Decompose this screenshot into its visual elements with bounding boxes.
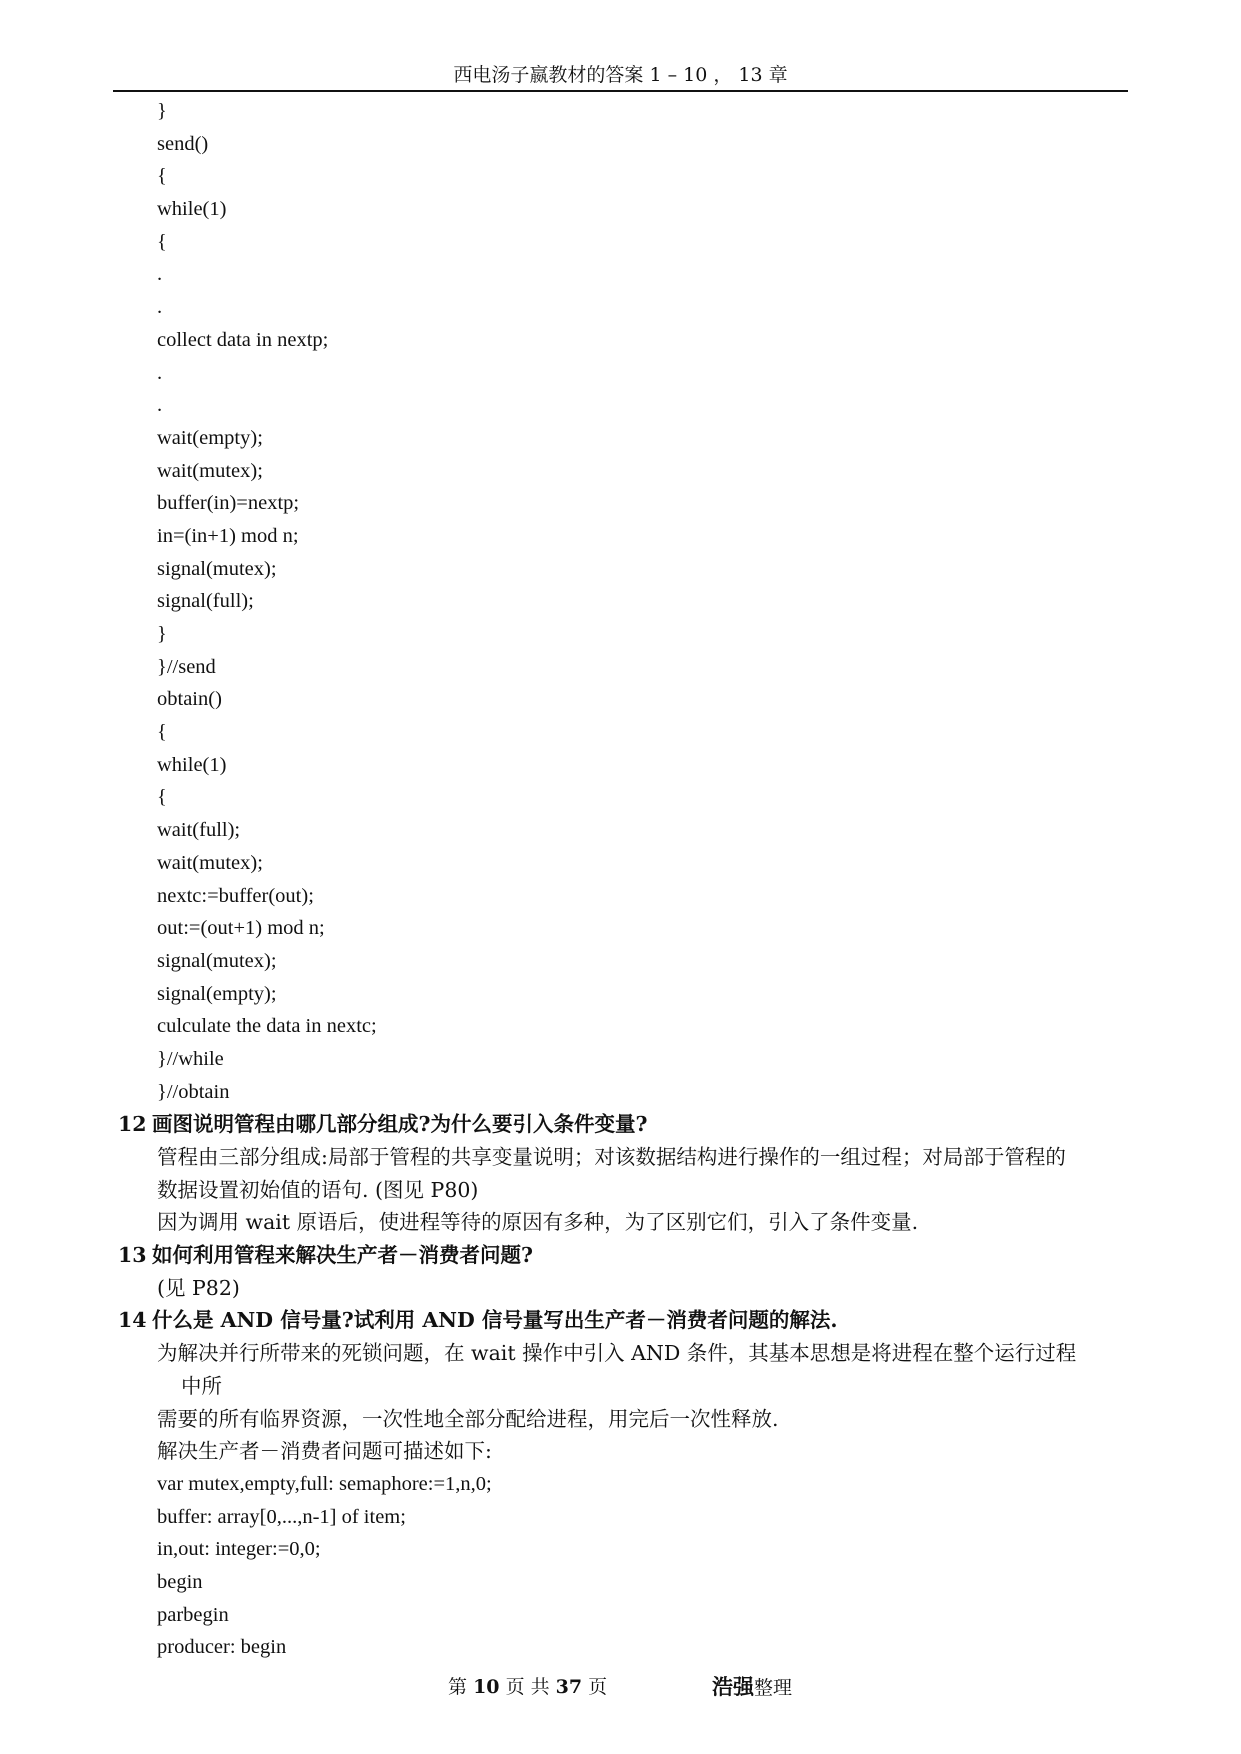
code-line: wait(mutex); xyxy=(157,459,263,482)
page-footer xyxy=(0,1672,1241,1702)
answer-line: 因为调用 wait 原语后，使进程等待的原因有多种，为了区别它们，引入了条件变量. xyxy=(157,1210,919,1235)
question-number: 12 xyxy=(118,1112,147,1137)
code-line: signal(empty); xyxy=(157,982,277,1005)
answer-line-continuation: 中所 xyxy=(181,1373,222,1398)
code-block-send-obtain xyxy=(0,95,1241,1108)
editor-suffix: 整理 xyxy=(754,1677,793,1699)
question-12 xyxy=(0,1108,1241,1239)
code-line: culculate the data in nextc; xyxy=(157,1015,377,1038)
code-line: . xyxy=(157,296,163,319)
code-line: var mutex,empty,full: semaphore:=1,n,0; xyxy=(157,1472,492,1495)
answer-line: 管程由三部分组成:局部于管程的共享变量说明；对该数据结构进行操作的一组过程；对局部于管程的 xyxy=(157,1145,1066,1169)
code-line: signal(full); xyxy=(157,590,254,613)
code-line: in=(in+1) mod n; xyxy=(157,524,299,547)
question-heading xyxy=(0,1239,1241,1272)
page-total: 37 xyxy=(555,1676,583,1698)
question-number: 13 xyxy=(118,1243,147,1268)
code-line: . xyxy=(157,394,163,417)
question-number: 14 xyxy=(118,1308,147,1333)
code-line: wait(full); xyxy=(157,819,241,842)
question-title: 如何利用管程来解决生产者－消费者问题? xyxy=(152,1243,534,1268)
code-line: producer: begin xyxy=(157,1636,287,1659)
code-line: in,out: integer:=0,0; xyxy=(157,1538,321,1561)
question-14 xyxy=(0,1304,1241,1664)
code-line: } xyxy=(157,623,167,645)
code-line: begin xyxy=(157,1570,203,1593)
code-line: }//while xyxy=(157,1047,224,1070)
answer-line: 需要的所有临界资源，一次性地全部分配给进程，用完后一次性释放. xyxy=(157,1406,779,1431)
code-line: buffer: array[0,...,n-1] of item; xyxy=(157,1505,406,1528)
page-header-title: 西电汤子嬴教材的答案 1 – 10 ， 13 章 xyxy=(453,64,788,86)
code-line: { xyxy=(157,721,167,744)
code-line: send() xyxy=(157,132,209,155)
code-line: } xyxy=(157,100,167,122)
question-title: 画图说明管程由哪几部分组成?为什么要引入条件变量? xyxy=(152,1112,648,1137)
page-suffix: 页 xyxy=(588,1676,608,1698)
code-line: { xyxy=(157,786,167,809)
code-line: signal(mutex); xyxy=(157,949,277,972)
code-line: . xyxy=(157,263,163,286)
code-line: signal(mutex); xyxy=(157,557,277,580)
code-line: wait(empty); xyxy=(157,426,263,449)
code-line: }//obtain xyxy=(157,1080,230,1103)
page-mid: 页 共 xyxy=(505,1676,550,1698)
code-line: nextc:=buffer(out); xyxy=(157,884,314,907)
code-line: . xyxy=(157,361,163,384)
page-number: 10 xyxy=(473,1676,500,1698)
answer-line: 解决生产者－消费者问题可描述如下: xyxy=(157,1439,492,1464)
answer-line: 为解决并行所带来的死锁问题，在 wait 操作中引入 AND 条件，其基本思想是将进程在整个运行过程 xyxy=(157,1341,1077,1366)
answer-line: 数据设置初始值的语句. (图见 P80) xyxy=(157,1177,479,1202)
code-line: collect data in nextp; xyxy=(157,328,329,351)
code-line: { xyxy=(157,230,167,253)
code-line: obtain() xyxy=(157,688,222,711)
question-title: 什么是 AND 信号量?试利用 AND 信号量写出生产者－消费者问题的解法. xyxy=(152,1308,838,1333)
question-heading xyxy=(0,1108,1241,1141)
code-line: out:=(out+1) mod n; xyxy=(157,917,325,940)
code-line: wait(mutex); xyxy=(157,851,263,874)
code-line: }//send xyxy=(157,655,216,678)
question-13 xyxy=(0,1239,1241,1304)
question-heading xyxy=(0,1304,1241,1337)
page-indicator xyxy=(448,1672,607,1702)
code-line: { xyxy=(157,165,167,188)
code-line: while(1) xyxy=(157,198,227,221)
editor-name: 浩强 xyxy=(712,1675,754,1699)
code-line: while(1) xyxy=(157,753,227,776)
page-prefix: 第 xyxy=(448,1676,468,1698)
editor-credit xyxy=(712,1672,792,1703)
header-divider xyxy=(113,90,1128,92)
document-body xyxy=(0,95,1241,1664)
code-line: buffer(in)=nextp; xyxy=(157,492,300,515)
answer-line: (见 P82) xyxy=(157,1275,240,1300)
code-line: parbegin xyxy=(157,1603,229,1626)
